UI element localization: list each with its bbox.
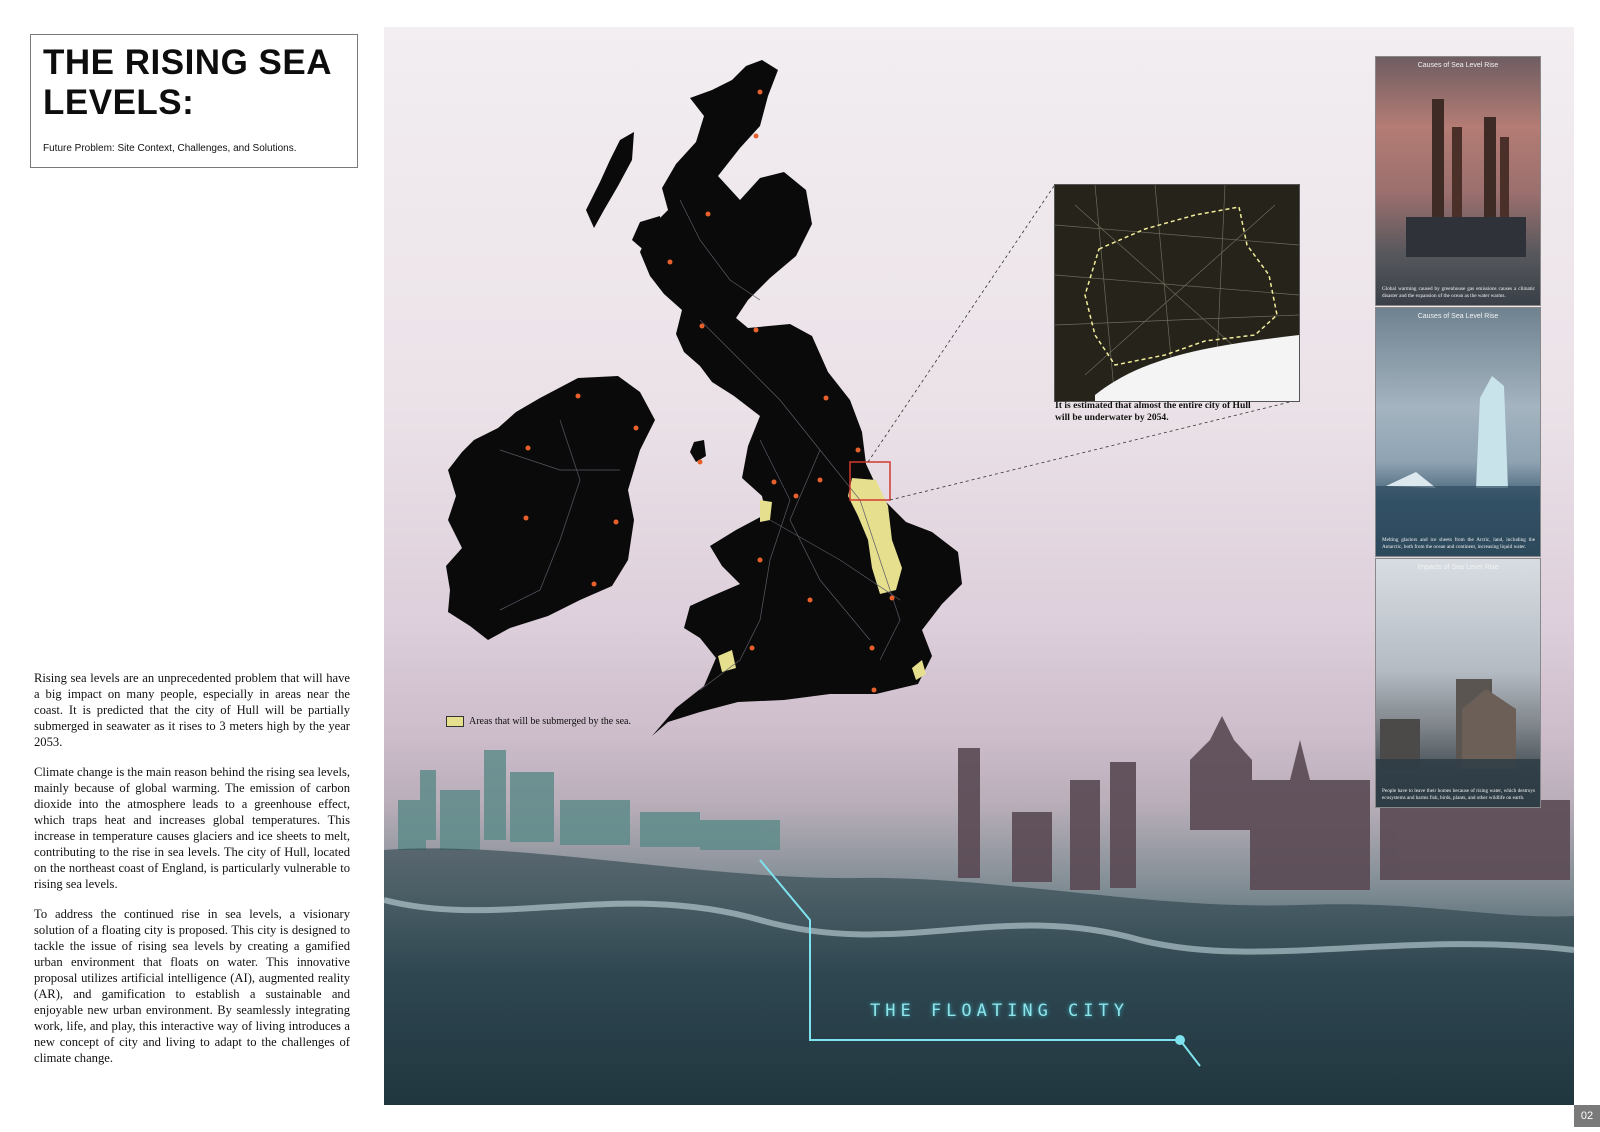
hull-inset-map	[1054, 184, 1300, 402]
great-britain-landmass	[640, 60, 962, 736]
panel-2-title: Causes of Sea Level Rise	[1417, 313, 1499, 320]
map-legend	[446, 716, 631, 727]
panel-causes-emissions	[1375, 56, 1541, 306]
panel-2-caption: Melting glaciers and ice sheets from the Arctic, land, including the Antarctic, both from the ocean and continent, increasing liquid water.	[1382, 537, 1535, 550]
paragraph-3: To address the continued rise in sea levels, a visionary solution of a floating city is proposed. This city is designed to tackle the issue of rising sea levels by creating a gamified urban environment that floats on water. This innovative proposal utilizes artificial intelligence (AI), augmented reality (AR), and gamification to establish a sustainable and enjoyable new urban environment. By seamlessly integrating work, life, and play, this interactive way of living introduces a new concept of city and living to adapt to the challenges of climate change.	[34, 907, 350, 1065]
floating-city-title: THE FLOATING CITY	[870, 1001, 1129, 1021]
industrial-skyline	[398, 750, 780, 850]
page-subtitle: Future Problem: Site Context, Challenges, and Solutions.	[43, 143, 297, 154]
paragraph-1: Rising sea levels are an unprecedented problem that will have a big impact on many people, especially in areas near the coast. It is predicted that the city of Hull will be partially submerged in seawater as it rises to 3 meters high by the year 2053.	[34, 671, 350, 749]
flooded-town-illustration	[1376, 559, 1540, 807]
panel-causes-melting	[1375, 307, 1541, 557]
isle-of-man	[690, 440, 706, 462]
panel-impacts	[1375, 558, 1541, 808]
legend-label: Areas that will be submerged by the sea.	[469, 716, 631, 727]
panel-1-caption: Global warming caused by greenhouse gas emissions causes a climatic disaster and the expansion of the ocean as the water warms.	[1382, 286, 1535, 299]
panel-3-title: Impacts of Sea Level Rise	[1417, 564, 1499, 571]
glacier-illustration	[1376, 308, 1540, 556]
paragraph-2: Climate change is the main reason behind the rising sea levels, mainly because of global warming. The emission of carbon dioxide into the atmosphere leads to a greenhouse effect, which traps heat and increases global temperatures. This increase in temperature causes glaciers and ice sheets to melt, contributing to the rise in sea levels. The city of Hull, located on the northeast coast of England, is particularly vulnerable to rising sea levels.	[34, 765, 350, 891]
panel-3-caption: People have to leave their homes because of rising water, which destroys ecosystems and harms fish, birds, plants, and other wildlife on earth.	[1382, 788, 1535, 801]
hull-inset-drawing	[1055, 185, 1299, 401]
legend-swatch	[446, 716, 464, 727]
page-number: 02	[1574, 1105, 1600, 1127]
smokestacks-illustration	[1376, 57, 1540, 305]
western-isles	[586, 132, 634, 228]
title-line-2: LEVELS:	[43, 83, 195, 122]
ireland-landmass	[446, 376, 655, 640]
water-surface	[384, 848, 1574, 1105]
hull-inset-caption: It is estimated that almost the entire city of Hull will be underwater by 2054.	[1055, 400, 1251, 423]
panel-1-title: Causes of Sea Level Rise	[1417, 62, 1499, 69]
title-line-1: THE RISING SEA	[43, 43, 332, 82]
